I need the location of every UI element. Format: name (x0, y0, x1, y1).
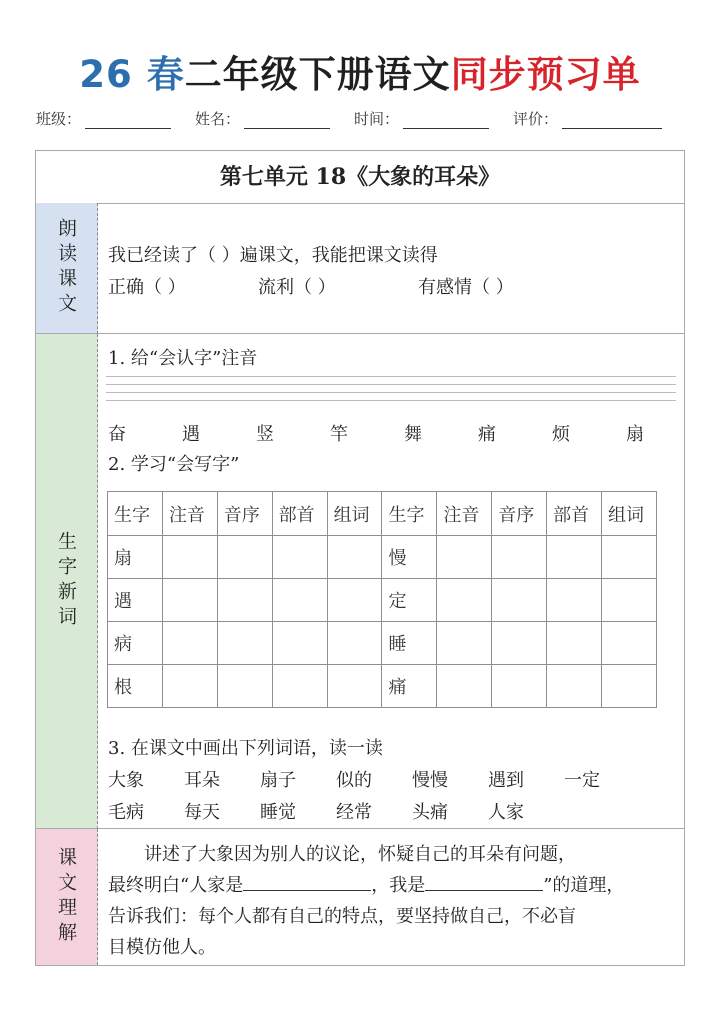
read-fluent[interactable]: 流利（ ） (258, 277, 336, 298)
section-label-words (36, 334, 98, 829)
read-emotion[interactable]: 有感情（ ） (418, 277, 514, 298)
table-row (108, 665, 657, 708)
answer-blank-2[interactable] (425, 870, 543, 891)
para-line-4: 目模仿他人。 (108, 937, 216, 958)
unit-title: 第七单元 18《大象的耳朵》 (36, 151, 684, 204)
page-title (0, 44, 720, 98)
recognize-char: 扇 (626, 424, 644, 445)
answer-cell[interactable] (162, 665, 217, 708)
table-row (108, 622, 657, 665)
answer-cell[interactable] (547, 665, 602, 708)
q1-heading: 1. 给“会认字”注音 (108, 348, 258, 369)
section-label-understand (36, 829, 98, 965)
char-cell: 定 (382, 579, 437, 622)
answer-cell[interactable] (547, 622, 602, 665)
class-field[interactable] (36, 108, 171, 129)
q2-heading: 2. 学习“会写字” (108, 454, 240, 475)
pinyin-line-2[interactable] (106, 384, 676, 385)
char-cell: 病 (108, 622, 163, 665)
answer-cell[interactable] (602, 622, 657, 665)
pinyin-line-4[interactable] (106, 400, 676, 401)
answer-cell[interactable] (547, 579, 602, 622)
answer-cell[interactable] (217, 665, 272, 708)
table-header-cell: 组词 (602, 492, 657, 536)
recognize-chars-row (108, 420, 644, 446)
answer-cell[interactable] (437, 665, 492, 708)
answer-cell[interactable] (492, 536, 547, 579)
title-year: 26 (79, 53, 133, 96)
answer-cell[interactable] (272, 536, 327, 579)
answer-cell[interactable] (217, 579, 272, 622)
table-header-cell: 注音 (162, 492, 217, 536)
table-header-cell: 注音 (437, 492, 492, 536)
recognize-char: 烦 (552, 424, 570, 445)
time-blank[interactable] (403, 112, 489, 129)
vocab-word: 睡觉 (260, 802, 296, 823)
read-line2 (108, 273, 514, 299)
vocab-word: 耳朵 (184, 770, 220, 791)
vocab-word: 似的 (336, 770, 372, 791)
vocab-word: 每天 (184, 802, 220, 823)
answer-cell[interactable] (492, 579, 547, 622)
vocab-word: 大象 (108, 770, 144, 791)
answer-blank-1[interactable] (243, 870, 371, 891)
section-understand (98, 829, 684, 965)
answer-cell[interactable] (327, 665, 382, 708)
words-label: 生字新词 (55, 531, 77, 631)
answer-cell[interactable] (492, 622, 547, 665)
title-spring: 春 (146, 53, 185, 96)
para-line-2c: ”的道理， (543, 875, 625, 896)
vocab-word: 扇子 (260, 770, 296, 791)
read-correct[interactable]: 正确（ ） (108, 277, 186, 298)
table-header-cell: 音序 (492, 492, 547, 536)
title-grade: 二年级下册语文 (184, 53, 451, 96)
time-field[interactable] (354, 108, 489, 129)
name-blank[interactable] (244, 112, 330, 129)
para-line-1: 讲述了大象因为别人的议论，怀疑自己的耳朵有问题， (144, 844, 576, 865)
table-header-cell: 组词 (327, 492, 382, 536)
answer-cell[interactable] (217, 622, 272, 665)
recognize-char: 奋 (108, 424, 126, 445)
recognize-char: 竖 (256, 424, 274, 445)
student-info-row (36, 108, 686, 129)
table-header-cell: 音序 (217, 492, 272, 536)
grade-field[interactable] (513, 108, 662, 129)
q3-heading: 3. 在课文中画出下列词语，读一读 (108, 738, 383, 759)
para-line-2 (108, 870, 678, 901)
answer-cell[interactable] (217, 536, 272, 579)
char-cell: 扇 (108, 536, 163, 579)
vocab-word: 经常 (336, 802, 372, 823)
recognize-char: 痛 (478, 424, 496, 445)
answer-cell[interactable] (162, 622, 217, 665)
pinyin-line-1[interactable] (106, 376, 676, 377)
answer-cell[interactable] (437, 536, 492, 579)
section-read (98, 203, 684, 334)
table-row (108, 579, 657, 622)
answer-cell[interactable] (162, 579, 217, 622)
read-label: 朗读课文 (55, 218, 77, 318)
table-header-cell: 部首 (547, 492, 602, 536)
para-line-2b: ，我是 (371, 875, 426, 896)
vocab-word: 头痛 (412, 802, 448, 823)
answer-cell[interactable] (437, 622, 492, 665)
char-cell: 慢 (382, 536, 437, 579)
answer-cell[interactable] (327, 536, 382, 579)
title-highlight: 同步预习单 (450, 53, 641, 96)
vocab-word: 毛病 (108, 802, 144, 823)
table-header-row (108, 492, 657, 536)
para-line-2a: 最终明白“人家是 (108, 875, 244, 896)
vocab-word: 慢慢 (412, 770, 448, 791)
vocab-word: 人家 (488, 802, 524, 823)
grade-label: 评价： (513, 110, 559, 128)
table-row (108, 536, 657, 579)
name-label: 姓名： (195, 110, 241, 128)
class-label: 班级： (36, 110, 82, 128)
recognize-char: 遇 (182, 424, 200, 445)
table-header-cell: 生字 (108, 492, 163, 536)
table-header-cell: 部首 (272, 492, 327, 536)
answer-cell[interactable] (272, 579, 327, 622)
answer-cell[interactable] (492, 665, 547, 708)
grade-blank[interactable] (562, 112, 662, 129)
char-cell: 根 (108, 665, 163, 708)
char-cell: 睡 (382, 622, 437, 665)
answer-cell[interactable] (327, 579, 382, 622)
recognize-char: 竿 (330, 424, 348, 445)
answer-cell[interactable] (547, 536, 602, 579)
table-header-cell: 生字 (382, 492, 437, 536)
vocab-word: 一定 (564, 770, 600, 791)
section-label-read (36, 203, 98, 334)
vocab-row-2 (108, 798, 524, 824)
writing-chars-table (107, 491, 657, 708)
answer-cell[interactable] (437, 579, 492, 622)
recognize-char: 舞 (404, 424, 422, 445)
para-line-3: 告诉我们：每个人都有自己的特点，要坚持做自己，不必盲 (108, 906, 576, 927)
answer-cell[interactable] (272, 622, 327, 665)
pinyin-line-3[interactable] (106, 392, 676, 393)
read-line1: 我已经读了（ ）遍课文，我能把课文读得 (108, 245, 438, 266)
answer-cell[interactable] (272, 665, 327, 708)
answer-cell[interactable] (602, 536, 657, 579)
answer-cell[interactable] (602, 665, 657, 708)
section-words (98, 334, 684, 829)
answer-cell[interactable] (327, 622, 382, 665)
char-cell: 痛 (382, 665, 437, 708)
name-field[interactable] (195, 108, 330, 129)
vocab-row-1 (108, 766, 600, 792)
char-cell: 遇 (108, 579, 163, 622)
understanding-paragraph (108, 839, 678, 963)
understand-label: 课文理解 (55, 847, 77, 947)
worksheet-frame (35, 150, 685, 966)
time-label: 时间： (354, 110, 400, 128)
answer-cell[interactable] (162, 536, 217, 579)
vocab-word: 遇到 (488, 770, 524, 791)
answer-cell[interactable] (602, 579, 657, 622)
class-blank[interactable] (85, 112, 171, 129)
